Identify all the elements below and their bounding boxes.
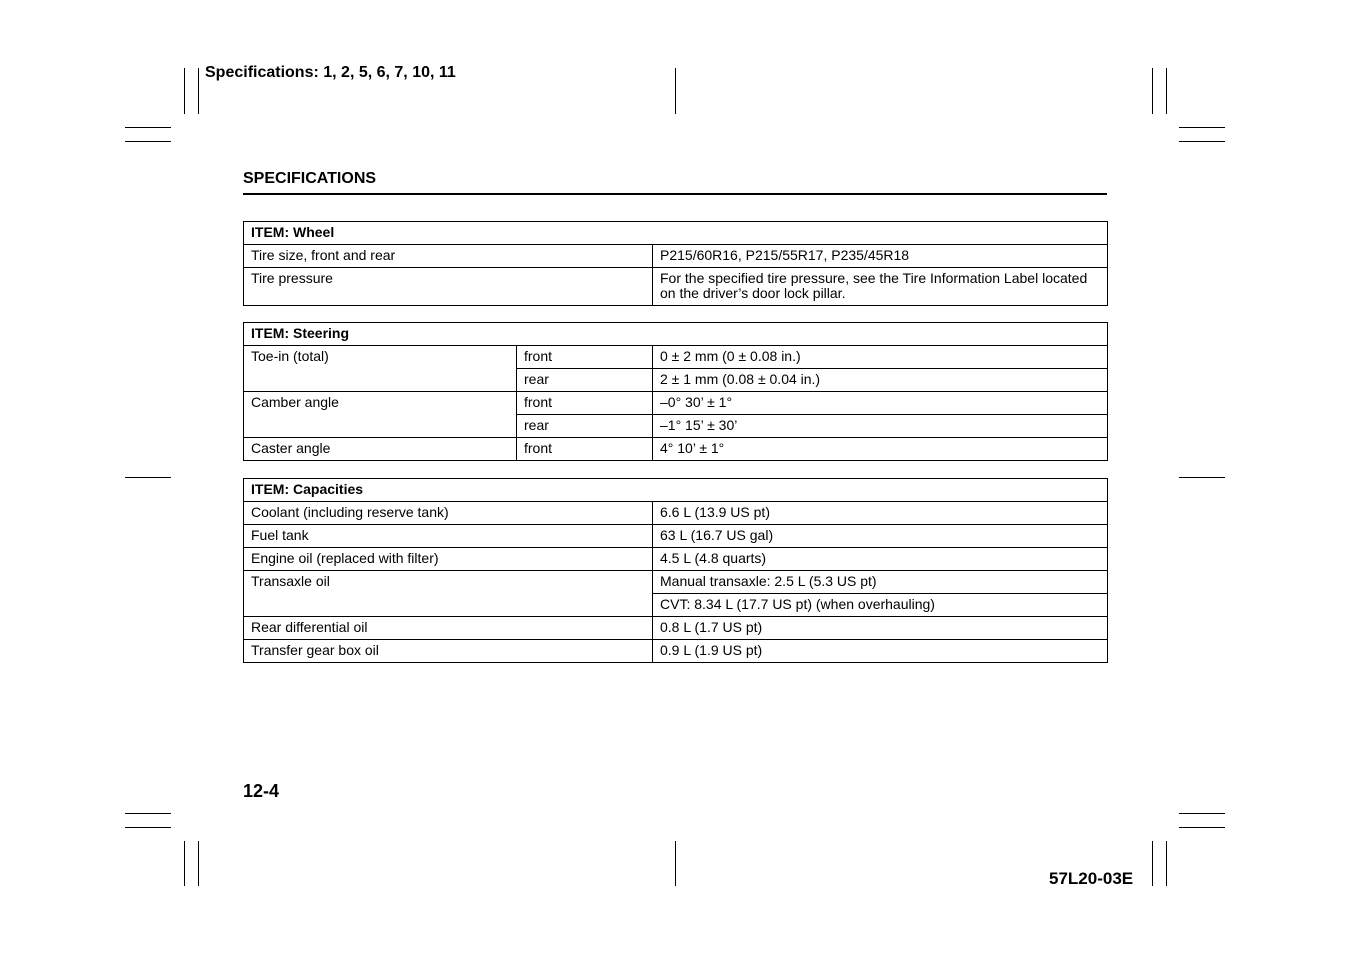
table-heading-row bbox=[244, 323, 1108, 346]
section-title-rule bbox=[243, 193, 1107, 195]
crop-mark bbox=[125, 127, 171, 128]
item-cell: Engine oil (replaced with filter) bbox=[244, 548, 653, 571]
table-row bbox=[244, 392, 1108, 415]
position-cell: rear bbox=[517, 369, 653, 392]
value-cell: –1° 15’ ± 30’ bbox=[653, 415, 1108, 438]
value-cell: 6.6 L (13.9 US pt) bbox=[653, 502, 1108, 525]
page-number: 12-4 bbox=[243, 781, 280, 801]
crop-mark bbox=[1179, 813, 1225, 814]
item-cell: Transaxle oil bbox=[244, 571, 653, 617]
value-cell: CVT: 8.34 L (17.7 US pt) (when overhauling) bbox=[653, 594, 1108, 617]
table-heading: ITEM: Capacities bbox=[244, 479, 1108, 502]
item-cell: Camber angle bbox=[244, 392, 517, 438]
table-row bbox=[244, 268, 1108, 306]
crop-mark bbox=[198, 68, 199, 114]
crop-mark bbox=[1152, 841, 1153, 886]
crop-mark bbox=[1166, 841, 1167, 886]
item-cell: Coolant (including reserve tank) bbox=[244, 502, 653, 525]
crop-mark bbox=[125, 827, 171, 828]
crop-mark bbox=[1179, 141, 1225, 142]
crop-mark bbox=[125, 813, 171, 814]
table-row bbox=[244, 438, 1108, 461]
table-heading: ITEM: Steering bbox=[244, 323, 1108, 346]
value-cell: 0.9 L (1.9 US pt) bbox=[653, 640, 1108, 663]
section-title: SPECIFICATIONS bbox=[243, 170, 377, 187]
table-row bbox=[244, 502, 1108, 525]
position-cell: front bbox=[517, 392, 653, 415]
value-cell: 0.8 L (1.7 US pt) bbox=[653, 617, 1108, 640]
crop-mark bbox=[1179, 827, 1225, 828]
crop-mark bbox=[1166, 68, 1167, 114]
value-cell: Manual transaxle: 2.5 L (5.3 US pt) bbox=[653, 571, 1108, 594]
item-cell: Tire size, front and rear bbox=[244, 245, 653, 268]
table-row bbox=[244, 617, 1108, 640]
position-cell: front bbox=[517, 438, 653, 461]
crop-mark bbox=[675, 841, 676, 886]
value-cell: P215/60R16, P215/55R17, P235/45R18 bbox=[653, 245, 1108, 268]
item-cell: Transfer gear box oil bbox=[244, 640, 653, 663]
item-cell: Rear differential oil bbox=[244, 617, 653, 640]
table-heading-row bbox=[244, 479, 1108, 502]
spec-applicability-note: Specifications: 1, 2, 5, 6, 7, 10, 11 bbox=[205, 64, 456, 81]
crop-mark bbox=[184, 68, 185, 114]
item-cell: Caster angle bbox=[244, 438, 517, 461]
value-cell: –0° 30’ ± 1° bbox=[653, 392, 1108, 415]
crop-mark bbox=[1179, 477, 1225, 478]
item-cell: Fuel tank bbox=[244, 525, 653, 548]
table-row bbox=[244, 571, 1108, 594]
table-row bbox=[244, 525, 1108, 548]
table-row bbox=[244, 346, 1108, 369]
capacities-spec-table bbox=[243, 478, 1108, 663]
table-row bbox=[244, 640, 1108, 663]
crop-mark bbox=[184, 841, 185, 886]
crop-mark bbox=[675, 68, 676, 114]
table-heading-row bbox=[244, 222, 1108, 245]
crop-mark bbox=[125, 477, 171, 478]
item-cell: Toe-in (total) bbox=[244, 346, 517, 392]
value-cell: For the specified tire pressure, see the Tire Information Label located on the driver’s door lock pillar. bbox=[653, 268, 1108, 306]
document-code: 57L20-03E bbox=[1049, 869, 1134, 888]
position-cell: rear bbox=[517, 415, 653, 438]
value-cell: 2 ± 1 mm (0.08 ± 0.04 in.) bbox=[653, 369, 1108, 392]
crop-mark bbox=[1152, 68, 1153, 114]
table-row bbox=[244, 245, 1108, 268]
table-row bbox=[244, 548, 1108, 571]
position-cell: front bbox=[517, 346, 653, 369]
steering-spec-table bbox=[243, 322, 1108, 461]
value-cell: 4° 10’ ± 1° bbox=[653, 438, 1108, 461]
wheel-spec-table bbox=[243, 221, 1108, 306]
crop-mark bbox=[1179, 127, 1225, 128]
table-heading: ITEM: Wheel bbox=[244, 222, 1108, 245]
crop-mark bbox=[125, 141, 171, 142]
crop-mark bbox=[198, 841, 199, 886]
value-cell: 4.5 L (4.8 quarts) bbox=[653, 548, 1108, 571]
value-cell: 63 L (16.7 US gal) bbox=[653, 525, 1108, 548]
item-cell: Tire pressure bbox=[244, 268, 653, 306]
value-cell: 0 ± 2 mm (0 ± 0.08 in.) bbox=[653, 346, 1108, 369]
